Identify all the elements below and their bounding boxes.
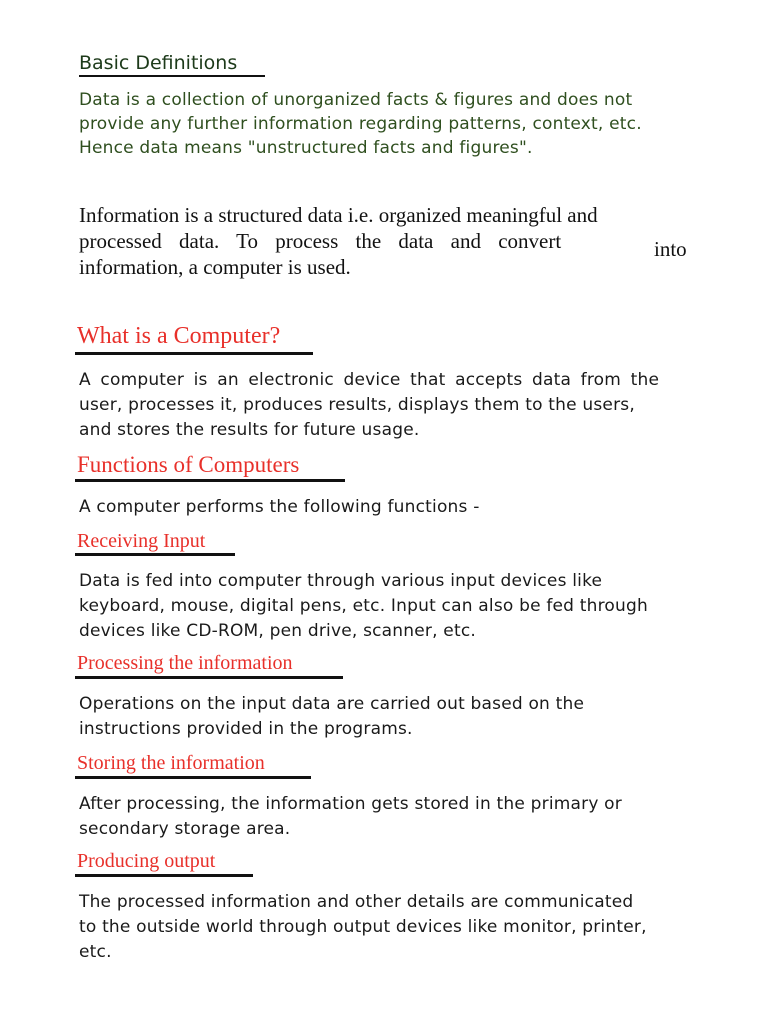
information-line-2-end: into: [654, 237, 687, 261]
computer-heading: What is a Computer?: [77, 323, 281, 349]
functions-heading: Functions of Computers: [77, 452, 300, 477]
heading-underline: [75, 776, 311, 779]
basic-definitions-line-1: Data is a collection of unorganized facts & figures and does not: [79, 90, 633, 110]
receiving-input-heading: Receiving Input: [77, 530, 206, 552]
heading-underline: [75, 479, 345, 482]
producing-line-3: etc.: [79, 942, 112, 962]
heading-underline: [75, 874, 253, 877]
information-line-3: information, a computer is used.: [79, 255, 351, 279]
computer-line-1: A computer is an electronic device that accepts data from the: [79, 370, 660, 390]
information-line-2: processed data. To process the data and convert: [79, 229, 562, 253]
computer-line-2: user, processes it, produces results, displays them to the users,: [79, 395, 635, 415]
heading-underline: [75, 676, 343, 679]
basic-definitions-line-3: Hence data means "unstructured facts and figures".: [79, 138, 533, 158]
storing-heading: Storing the information: [77, 752, 265, 774]
receiving-line-3: devices like CD-ROM, pen drive, scanner, etc.: [79, 621, 476, 641]
producing-line-1: The processed information and other details are communicated: [79, 892, 634, 912]
functions-intro: A computer performs the following functions -: [79, 497, 480, 517]
producing-line-2: to the outside world through output devices like monitor, printer,: [79, 917, 647, 937]
information-line-1: Information is a structured data i.e. organized meaningful and: [79, 203, 598, 227]
processing-heading: Processing the information: [77, 652, 293, 674]
processing-line-2: instructions provided in the programs.: [79, 719, 413, 739]
basic-definitions-heading: Basic Definitions: [79, 52, 238, 74]
computer-line-3: and stores the results for future usage.: [79, 420, 420, 440]
storing-line-1: After processing, the information gets stored in the primary or: [79, 794, 622, 814]
receiving-line-1: Data is fed into computer through various input devices like: [79, 571, 603, 591]
producing-heading: Producing output: [77, 850, 216, 872]
storing-line-2: secondary storage area.: [79, 819, 291, 839]
heading-underline: [79, 75, 265, 77]
receiving-line-2: keyboard, mouse, digital pens, etc. Input can also be fed through: [79, 596, 648, 616]
basic-definitions-line-2: provide any further information regarding patterns, context, etc.: [79, 114, 642, 134]
processing-line-1: Operations on the input data are carried out based on the: [79, 694, 585, 714]
heading-underline: [75, 352, 313, 355]
heading-underline: [75, 553, 235, 556]
